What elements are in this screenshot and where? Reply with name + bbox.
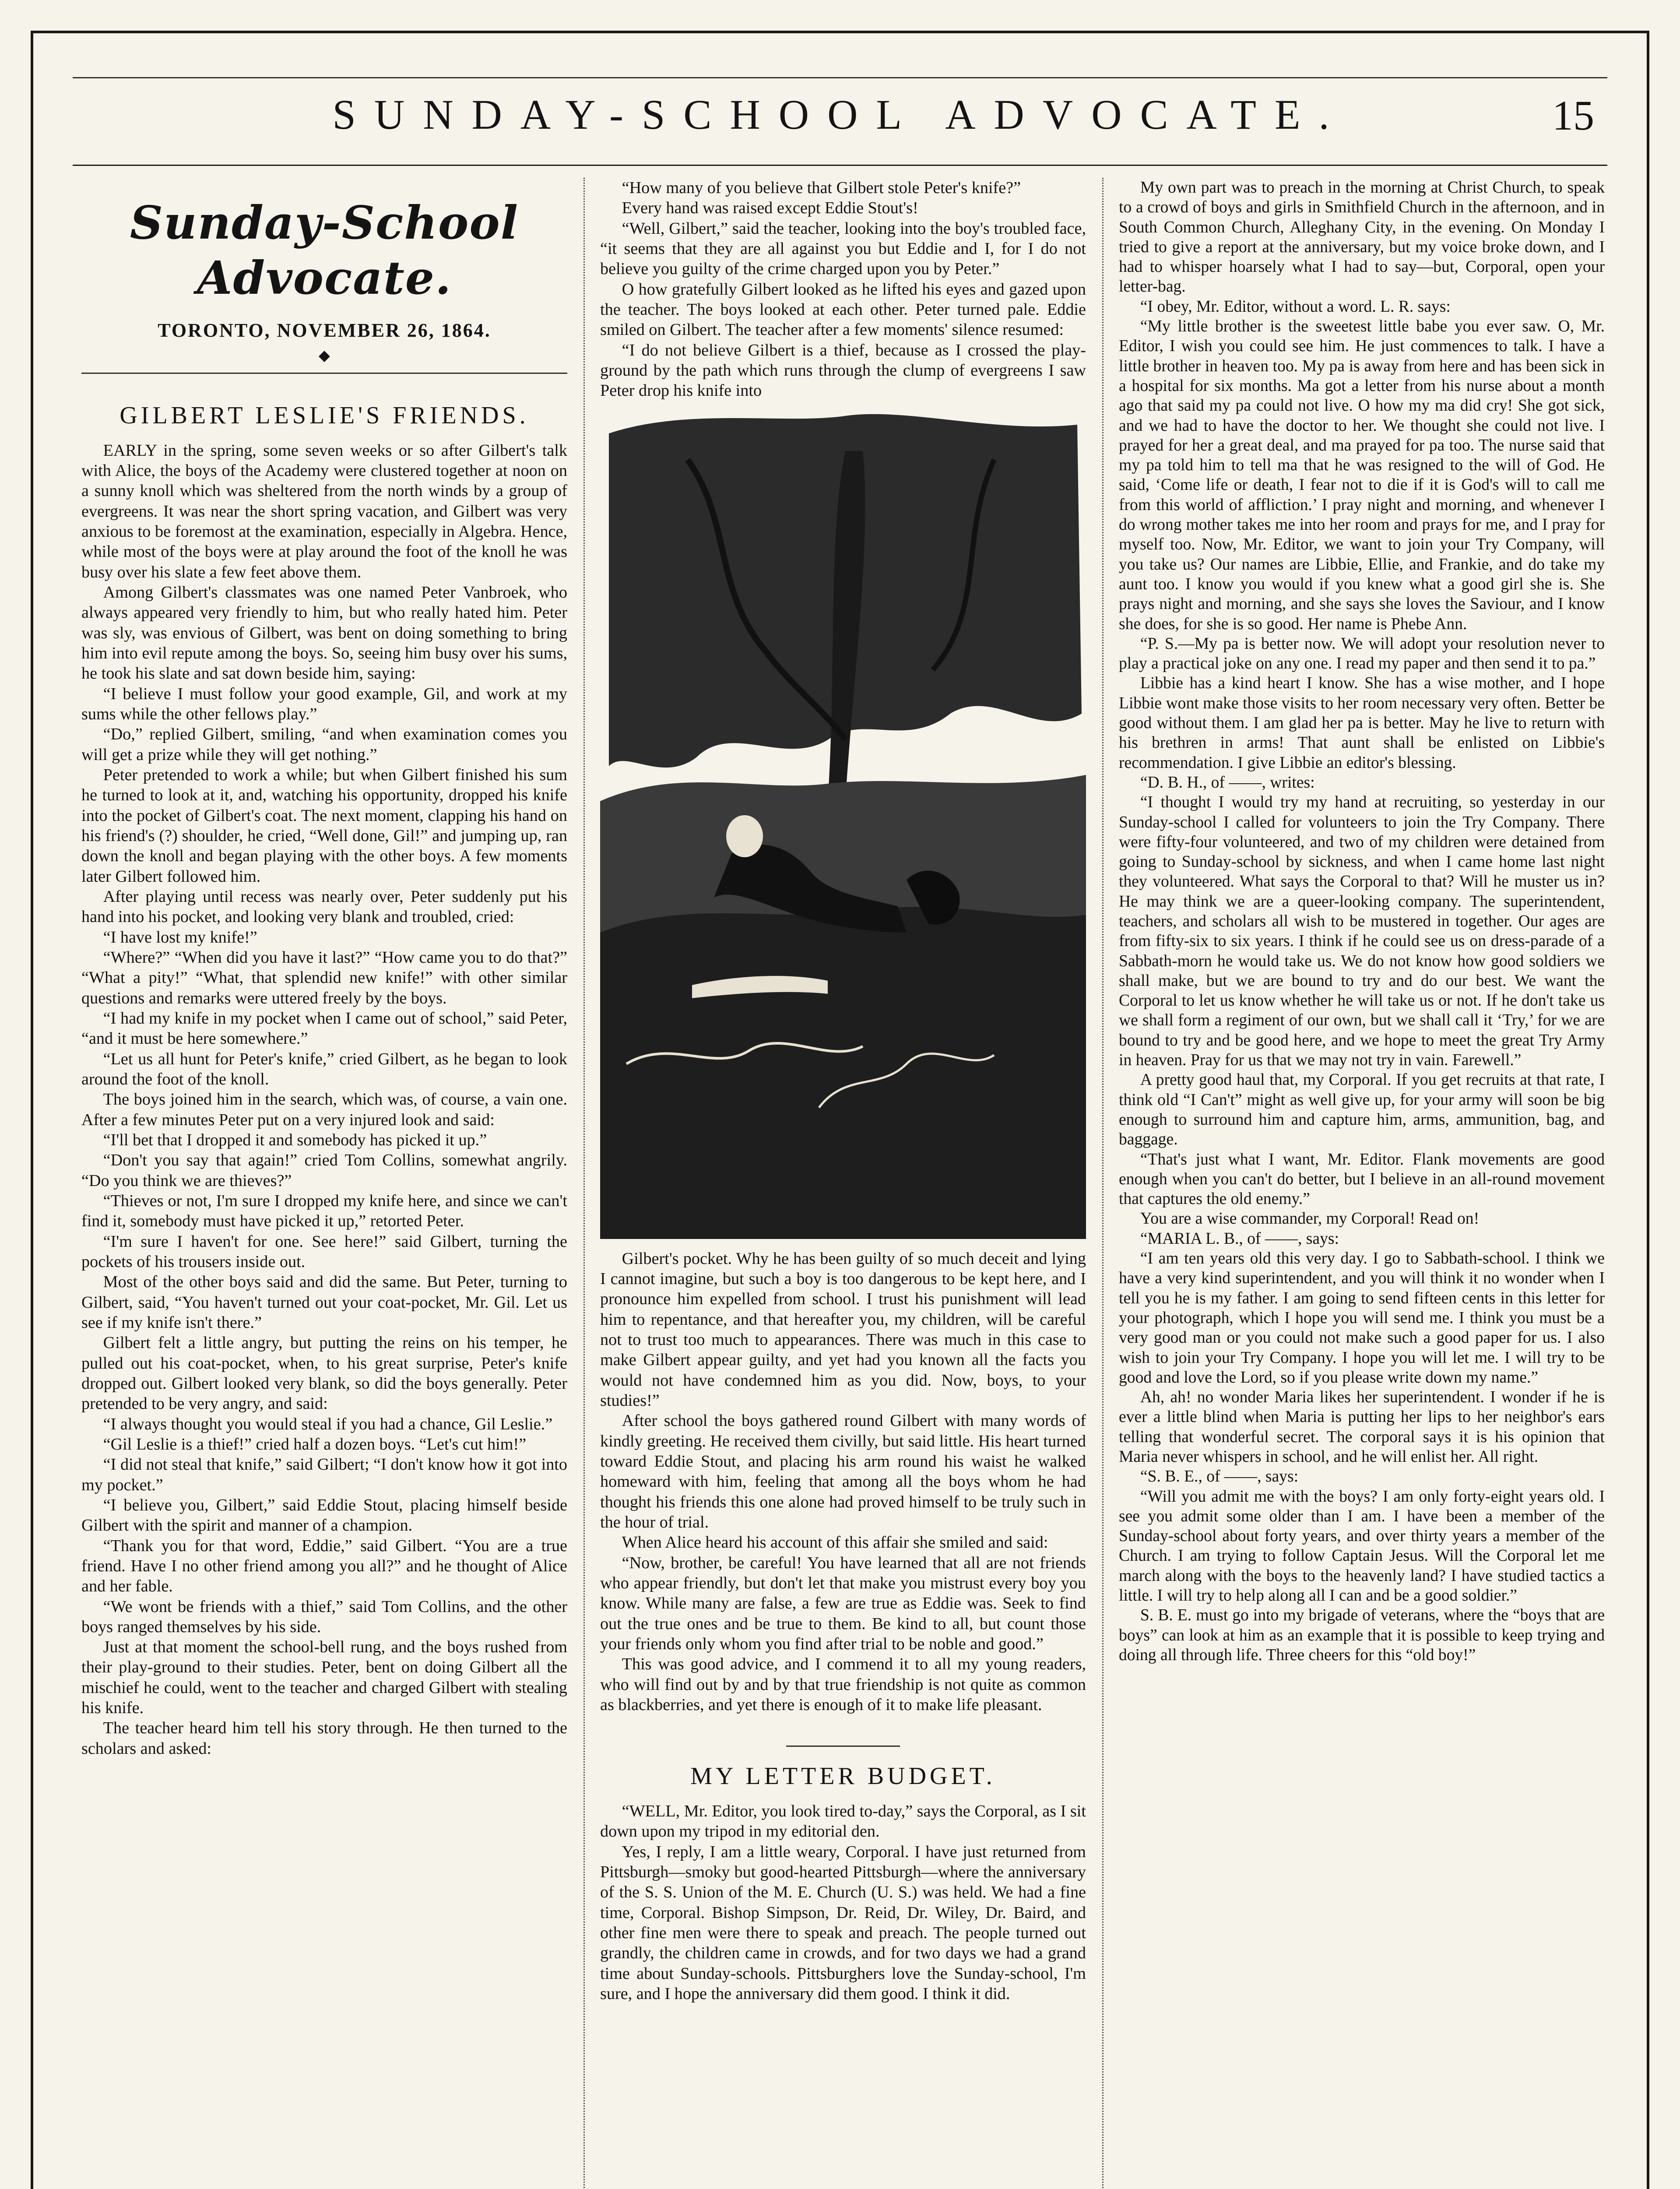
masthead-rule (81, 373, 567, 383)
paragraph: You are a wise commander, my Corporal! Read on! (1140, 1210, 1480, 1228)
paragraph: Gilbert's pocket. Why he has been guilty of so much deceit and lying I cannot imagine, but such a boy is too dangerous to be kept here, and I pronounce him expelled from school. I trust his punishment will lead him to repentance, and that hereafter you, my children, will be careful not to trust too much to appearances. There was much in this case to make Gilbert appear guilty, and yet had you known all the facts you would not have condemned him as you did. Now, boys, to your studies!” (600, 1249, 1086, 1410)
paragraph: “Where?” “When did you have it last?” “How came you to do that?” “What a pity!” “What, that splendid new knife!” with other similar questions and remarks were uttered freely by the boys. (81, 948, 567, 1007)
article-title-gilbert: GILBERT LESLIE'S FRIENDS. (119, 401, 529, 429)
paragraph: Most of the other boys said and did the same. But Peter, turning to Gilbert, said, “You haven't turned out your coat-pocket, Mr. Gil. Let us see if my knife isn't there.” (81, 1273, 567, 1332)
paragraph: “We wont be friends with a thief,” said Tom Collins, and the other boys ranged themselves by his side. (81, 1597, 567, 1636)
paragraph: “P. S.—My pa is better now. We will adopt your resolution never to play a practical joke on any one. I read my paper and then send it to pa.” (1119, 634, 1605, 673)
article-title-letter-budget: MY LETTER BUDGET. (690, 1763, 996, 1790)
paragraph: “D. B. H., of ——, writes: (1140, 773, 1315, 792)
paragraph: “Thank you for that word, Eddie,” said Gilbert. “You are a true friend. Have I no other friend among you all?” and he thought of Alice and her fable. (81, 1536, 567, 1596)
masthead-title: Sunday-School Advocate. (130, 196, 519, 305)
paragraph: “S. B. E., of ——, says: (1140, 1468, 1299, 1486)
section-rule (786, 1746, 900, 1747)
paragraph: “Don't you say that again!” cried Tom Collins, somewhat angrily. “Do you think we are thieves?” (81, 1151, 567, 1190)
columns (81, 178, 1605, 2189)
paragraph: O how gratefully Gilbert looked as he lifted his eyes and gazed upon the teacher. The boys looked at each other. Peter turned pale. Eddie smiled on Gilbert. The teacher after a few moments' silence resumed: (600, 280, 1086, 339)
paragraph: “That's just what I want, Mr. Editor. Flank movements are good enough when you can't do better, but I believe in an all-round movement that captures the old enemy.” (1119, 1150, 1605, 1208)
paragraph: “Will you admit me with the boys? I am only forty-eight years old. I see you admit some older than I am. I have been a member of the Sunday-school about forty years, and over thirty years a member of the Church. I am trying to follow Captain Jesus. Will the Corporal let me march along with the boys to the heavenly land? I have studied tactics a little. I will try to help along all I can and be a good soldier.” (1119, 1487, 1605, 1605)
paragraph: Yes, I reply, I am a little weary, Corporal. I have just returned from Pittsburgh—smoky but good-hearted Pittsburgh—where the anniversary of the S. S. Union of the M. E. Church (U. S.) was held. We had a fine time, Corporal. Bishop Simpson, Dr. Reid, Dr. Wiley, Dr. Baird, and other fine men were there to speak and preach. The people turned out grandly, the children came in crowds, and for two days we had a grand time about Sunday-schools. Pittsburghers love the Sunday-school, I'm sure, and I hope the anniversary did them good. I think it did. (600, 1842, 1086, 2003)
paragraph: This was good advice, and I commend it to all my young readers, who will find out by and by that true friendship is not quite as common as blackberries, and yet there is enough of it to make life pleasant. (600, 1655, 1086, 1714)
paragraph: “Thieves or not, I'm sure I dropped my knife here, and since we can't find it, somebody must have picked it up,” retorted Peter. (81, 1191, 567, 1231)
engraving-illustration (600, 407, 1086, 1239)
header-top-rule (73, 77, 1607, 78)
paragraph: “MARIA L. B., of ——, says: (1140, 1229, 1339, 1248)
page-header (33, 33, 1647, 151)
letter-budget-col3 (1119, 178, 1605, 1665)
paragraph: S. B. E. must go into my brigade of veterans, where the “boys that are boys” can look at him as an example that it is possible to keep trying and doing all through life. Three cheers for this “old boy!” (1119, 1606, 1605, 1664)
paragraph: “I believe I must follow your good example, Gil, and work at my sums while the other fellows play.” (81, 684, 567, 724)
paragraph: Gilbert felt a little angry, but putting the reins on his temper, he pulled out his coat-pocket, when, to his great surprise, Peter's knife dropped out. Gilbert looked very blank, so did the boys generally. Peter pretended to be very angry, and said: (81, 1334, 567, 1413)
newspaper-page (31, 31, 1649, 2189)
paragraph: “I thought I would try my hand at recruiting, so yesterday in our Sunday-school I called for volunteers to join the Try Company. There were fifty-four volunteered, and two of my children were detained from going to Sunday-school by sickness, and when I came home last night they volunteered. What says the Corporal to that? Will he muster us in? He may think we are a queer-looking company. The superintendent, teachers, and scholars all wish to be mustered in together. Our ages are from fifty-six to six years. I think if he could see us on dress-parade of a Sabbath-morn he would take us. We do not know how good soldiers we shall make, but we are bound to try and do our best. We want the Corporal to let us know whether he will take us or not. If he don't take us we shall form a regiment of our own, but we shall call it ‘Try,’ for we are bound to try and be good here, and we hope to meet the great Try Army in heaven. Pray for us that we may not try in vain. Farewell.” (1119, 793, 1605, 1070)
column-divider (583, 178, 585, 2189)
paragraph: Peter pretended to work a while; but when Gilbert finished his sum he turned to look at it, and, watching his opportunity, dropped his knife into the pocket of Gilbert's coat. The next moment, clapping his hand on his friend's (?) shoulder, he cried, “Well done, Gil!” and jumping up, ran down the knoll and began playing with the other boys. A few moments later Gilbert followed him. (81, 766, 567, 886)
paragraph: “I do not believe Gilbert is a thief, because as I crossed the play-ground by the path which runs through the clump of evergreens I saw Peter drop his knife into (600, 341, 1086, 400)
paragraph: “Well, Gilbert,” said the teacher, looking into the boy's troubled face, “it seems that they are all against you but Eddie and I, for I do not believe you guilty of the crime charged upon you by Peter.” (600, 219, 1086, 278)
paragraph: When Alice heard his account of this affair she smiled and said: (622, 1533, 1048, 1552)
paragraph: The boys joined him in the search, which was, of course, a vain one. After a few minutes Peter put on a very injured look and said: (81, 1090, 567, 1129)
paragraph: My own part was to preach in the morning at Christ Church, to speak to a crowd of boys and girls in Smithfield Church in the afternoon, and in South Common Church, Alleghany City, in the evening. On Monday I tried to give a report at the anniversary, but my voice broke down, and I had to whisper hoarsely what I had to say—but, Corporal, open your letter-bag. (1119, 179, 1605, 296)
header-rule (73, 165, 1607, 166)
paragraph: “I always thought you would steal if you had a chance, Gil Leslie.” (103, 1415, 553, 1433)
paragraph: After playing until recess was nearly over, Peter suddenly put his hand into his pocket, and looking very blank and troubled, cried: (81, 887, 567, 926)
paragraph: Just at that moment the school-bell rung, and the boys rushed from their play-ground to their studies. Peter, bent on doing Gilbert all the mischief he could, went to the teacher and charged Gilbert with stealing his knife. (81, 1638, 567, 1717)
paragraph: “I have lost my knife!” (103, 928, 257, 947)
paragraph: The teacher heard him tell his story through. He then turned to the scholars and asked: (81, 1719, 567, 1758)
paragraph: “I obey, Mr. Editor, without a word. L. R. says: (1140, 297, 1451, 316)
dateline: TORONTO, NOVEMBER 26, 1864. (158, 320, 491, 341)
paragraph: “I'll bet that I dropped it and somebody has picked it up.” (103, 1130, 487, 1149)
paragraph: “Now, brother, be careful! You have learned that all are not friends who appear friendly, but don't let that make you mistrust every boy you know. While many are false, a few are true as Eddie was. Seek to find out the true ones and be true to them. Be kind to all, but count those your friends only whom you find after trial to be noble and good.” (600, 1553, 1086, 1653)
paragraph: Among Gilbert's classmates was one named Peter Vanbroek, who always appeared very friendly to him, but who really hated him. Peter was sly, was envious of Gilbert, was bent on doing something to bring him into evil repute among the boys. So, seeing him busy over his sums, he took his slate and sat down beside him, saying: (81, 583, 567, 683)
paragraph: After school the boys gathered round Gilbert with many words of kindly greeting. He received them civilly, but said little. His heart turned toward Eddie Stout, and placing his arm round his waist he walked homeward with him, feeling that among all the boys whom he had thought his friends this one alone had proved himself to be truly such in the hour of trial. (600, 1411, 1086, 1531)
paragraph: “I had my knife in my pocket when I came out of school,” said Peter, “and it must be here somewhere.” (81, 1009, 567, 1048)
column-2 (600, 178, 1086, 2189)
article-body-col2-bottom (600, 1249, 1086, 1715)
paragraph: “I am ten years old this very day. I go to Sabbath-school. I think we have a very kind superintendent, and you will think it no wonder when I tell you he is my father. I am going to send fifteen cents in this letter for your photograph, which I hope you will send me. I think you must be a very good man or you could not make such a good paper for us. I also wish to join your Try Company. I hope you will let me. I will try to be good and love the Lord, so if you please write down my name.” (1119, 1249, 1605, 1387)
paragraph: “How many of you believe that Gilbert stole Peter's knife?” (622, 179, 1021, 197)
paragraph: Ah, ah! no wonder Maria likes her superintendent. I wonder if he is ever a little blind when Maria is putting her lips to her neighbor's ears telling that wonderful secret. The corporal says it is his opinion that Maria never whispers in school, and he will enlist her. All right. (1119, 1388, 1605, 1466)
article-body-col2-top (600, 178, 1086, 401)
paragraph: “I'm sure I haven't for one. See here!” said Gilbert, turning the pockets of his trousers inside out. (81, 1232, 567, 1271)
paragraph: “I did not steal that knife,” said Gilbert; “I don't know how it got into my pocket.” (81, 1455, 567, 1494)
running-title: SUNDAY-SCHOOL ADVOCATE. (332, 91, 1348, 138)
article-body-col1 (81, 440, 567, 1759)
ornament-diamond: ◆ (318, 347, 330, 364)
paragraph: “Let us all hunt for Peter's knife,” cried Gilbert, as he began to look around the foot of the knoll. (81, 1049, 567, 1088)
column-1 (81, 178, 567, 2189)
page-number: 15 (1552, 92, 1594, 139)
column-3 (1119, 178, 1605, 2189)
paragraph: “WELL, Mr. Editor, you look tired to-day,” says the Corporal, as I sit down upon my tripod in my editorial den. (600, 1802, 1086, 1841)
paragraph: “I believe you, Gilbert,” said Eddie Stout, placing himself beside Gilbert with the spirit and manner of a champion. (81, 1496, 567, 1535)
paragraph: A pretty good haul that, my Corporal. If you get recruits at that rate, I think old “I Can't” might as well give up, for your army will soon be big enough to surround him and capture him, arms, ammunition, bag, and baggage. (1119, 1071, 1605, 1149)
letter-budget-col2 (600, 1801, 1086, 2004)
column-divider (1102, 178, 1104, 2189)
paragraph: “My little brother is the sweetest little babe you ever saw. O, Mr. Editor, I wish you could see him. He just commences to talk. I have a little brother in heaven too. My pa is away from here and has been sick in a hospital for six months. Ma got a letter from his nurse about a month ago that said my pa could not live. O how my ma did cry! She got sick, and we had to have the doctor to her. We thought she could not live. I prayed for her a great deal, and ma prayed for pa too. The nurse said that my pa told him to tell ma that he was resigned to the will of God. He said, ‘Come life or death, I fear not to die if it is God's will to call me from this world of affliction.’ I pray night and morning, and whenever I do wrong mother takes me into her room and prays for me, and I pray for myself too. Now, Mr. Editor, we want to join your Try Company, will you take us? Our names are Libbie, Ellie, and Frankie, and do take my aunt too. I know you would if you knew what a good girl she is. She prays night and morning, and she says she loves the Saviour, and I know she does, for she is so good. Her name is Phebe Ann. (1119, 317, 1605, 633)
paragraph: Libbie has a kind heart I know. She has a wise mother, and I hope Libbie wont make those visits to her room necessary very often. Better be good without them. I am glad her pa is better. May he live to return with his brethren in arms! That aunt shall be enlisted on Libbie's recommendation. I give Libbie an editor's blessing. (1119, 674, 1605, 772)
paragraph: Every hand was raised except Eddie Stout's! (622, 199, 918, 218)
paragraph: “Do,” replied Gilbert, smiling, “and when examination comes you will get a prize while they will get nothing.” (81, 725, 567, 764)
paragraph: EARLY in the spring, some seven weeks or so after Gilbert's talk with Alice, the boys of the Academy were clustered together at noon on a sunny knoll which was sheltered from the north winds by a group of evergreens. It was near the short spring vacation, and Gilbert was very anxious to be foremost at the examination, especially in Algebra. Hence, while most of the boys were at play around the foot of the knoll he was busy over his slate a few feet above them. (81, 441, 567, 581)
paragraph: “Gil Leslie is a thief!” cried half a dozen boys. “Let's cut him!” (103, 1435, 527, 1453)
